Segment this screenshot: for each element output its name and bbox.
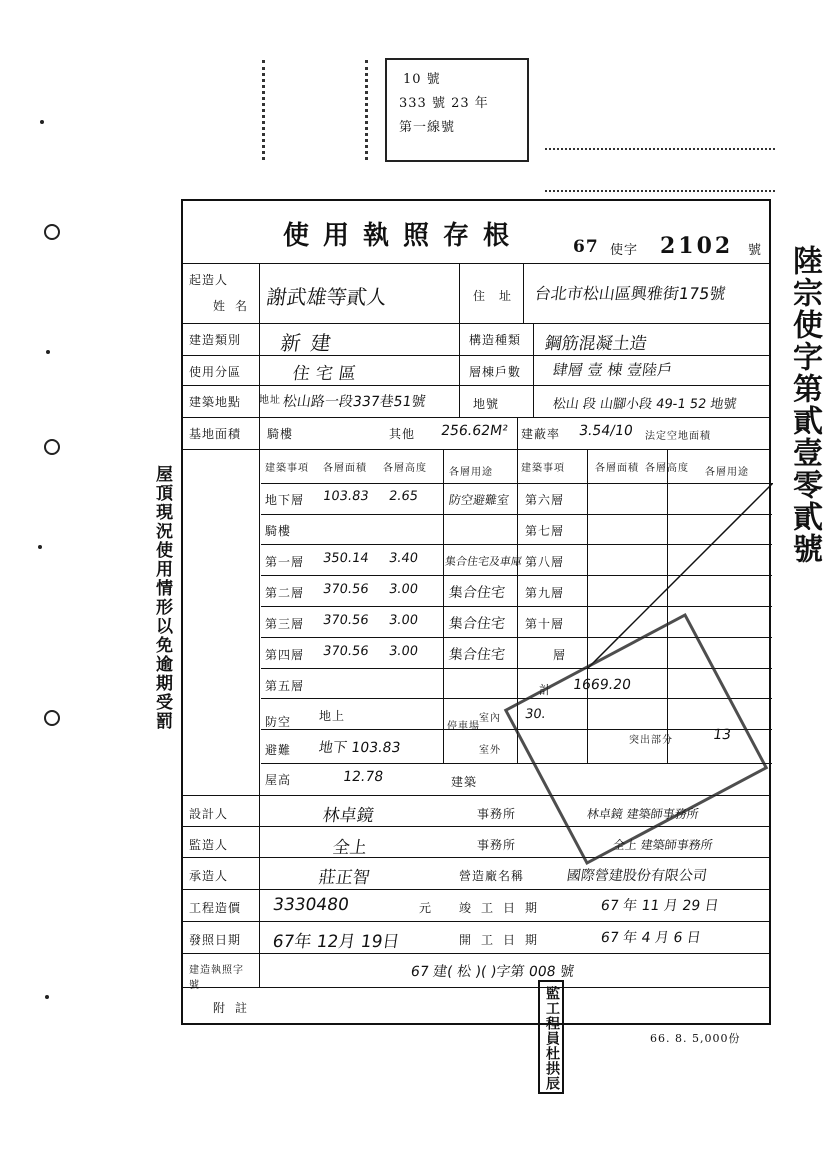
floor-name-right: 層 bbox=[553, 648, 567, 662]
supervisor-name: 全上 bbox=[331, 838, 369, 858]
rule bbox=[183, 323, 769, 324]
complete-label: 竣工日期 bbox=[459, 901, 548, 915]
complete-value: 67 年 11 月 29 日 bbox=[599, 898, 720, 914]
designer-name: 林卓鏡 bbox=[321, 806, 376, 826]
shelter-label: 防空 bbox=[265, 715, 292, 729]
header-right-height: 各層高度 bbox=[645, 463, 689, 474]
header-right-use: 各層用途 bbox=[705, 467, 749, 478]
office-label: 事務所 bbox=[477, 807, 517, 821]
land-value: 松山 段 山腳小段 49-1 52 地號 bbox=[551, 397, 738, 412]
floor-area: 370.56 bbox=[321, 644, 370, 659]
floor-area: 370.56 bbox=[321, 582, 370, 597]
company-value: 國際營建股份有限公司 bbox=[565, 868, 708, 884]
arcade-label: 騎樓 bbox=[267, 427, 294, 441]
permit-label: 建造執照字號 bbox=[189, 965, 244, 991]
issue-value: 67年 12月 19日 bbox=[271, 932, 401, 952]
name-label: 姓名 bbox=[213, 299, 258, 313]
rule bbox=[259, 263, 260, 987]
receipt-stamp-line1: 10 號 bbox=[403, 72, 441, 87]
rule bbox=[183, 953, 769, 954]
contractor-label: 承造人 bbox=[189, 869, 229, 883]
rule bbox=[183, 449, 769, 450]
floor-height: 3.00 bbox=[387, 613, 420, 628]
floor-name: 第三層 bbox=[265, 617, 305, 631]
floor-use: 集合住宅及車庫 bbox=[444, 555, 523, 568]
header-right-item: 建築事項 bbox=[521, 463, 565, 474]
left-side-note: 屋頂現況使用情形以免逾期受罰 bbox=[152, 465, 172, 731]
note-label: 附註 bbox=[213, 1001, 258, 1015]
floor-height: 3.00 bbox=[387, 644, 420, 659]
floor-name-right: 第八層 bbox=[525, 555, 565, 569]
permit-value: 67 建( 松 )( )字第 008 號 bbox=[409, 964, 576, 980]
permit-stub-form bbox=[181, 199, 771, 1025]
rule bbox=[183, 889, 769, 890]
header-left-area: 各層面積 bbox=[323, 463, 367, 474]
rule bbox=[183, 385, 769, 386]
floor-name: 第一層 bbox=[265, 555, 305, 569]
issue-label: 發照日期 bbox=[189, 933, 242, 947]
floor-name: 第四層 bbox=[265, 648, 305, 662]
floor-use: 集合住宅 bbox=[447, 585, 506, 601]
top-right-marks bbox=[545, 148, 775, 192]
rule bbox=[183, 921, 769, 922]
company-label: 營造廠名稱 bbox=[459, 869, 525, 883]
other-value: 256.62M² bbox=[439, 423, 509, 439]
building-label: 建築 bbox=[451, 775, 478, 789]
total-value: 1669.20 bbox=[571, 677, 633, 693]
area-label: 基地面積 bbox=[189, 427, 242, 441]
permit-suffix: 號 bbox=[748, 243, 763, 258]
header-left-use: 各層用途 bbox=[449, 467, 493, 478]
shelter-below: 地下 103.83 bbox=[317, 740, 402, 756]
height-value: 12.78 bbox=[341, 769, 385, 785]
cost-unit: 元 bbox=[419, 901, 433, 915]
cost-label: 工程造價 bbox=[189, 901, 242, 915]
shelter-above: 地上 bbox=[319, 709, 346, 723]
floor-name: 地下層 bbox=[265, 493, 305, 507]
start-value: 67 年 4 月 6 日 bbox=[599, 930, 702, 946]
zone-value: 住宅區 bbox=[291, 364, 364, 384]
contractor-name: 莊正智 bbox=[317, 868, 372, 888]
scan-speck bbox=[38, 545, 42, 549]
floors-value: 肆層 壹 棟 壹陸戶 bbox=[551, 361, 674, 379]
rule bbox=[183, 857, 769, 858]
floor-use: 集合住宅 bbox=[447, 647, 506, 663]
indoor-label: 室內 bbox=[479, 713, 501, 724]
start-label: 開工日期 bbox=[459, 933, 548, 947]
rule bbox=[183, 263, 769, 264]
floor-name-right: 第六層 bbox=[525, 493, 565, 507]
header-right-area: 各層面積 bbox=[595, 463, 639, 474]
floor-use: 集合住宅 bbox=[447, 616, 506, 632]
top-left-marks bbox=[262, 60, 368, 160]
receipt-stamp-line3: 第一線號 bbox=[399, 120, 456, 135]
floor-height: 3.00 bbox=[387, 582, 420, 597]
total-label: 計 bbox=[539, 683, 553, 697]
floor-name: 騎樓 bbox=[265, 524, 292, 538]
address-value: 台北市松山區興雅街175號 bbox=[533, 284, 727, 303]
floor-name-right: 第十層 bbox=[525, 617, 565, 631]
cost-value: 3330480 bbox=[271, 895, 351, 915]
right-side-note: 陸宗使字第貳壹零貳號 bbox=[787, 245, 822, 565]
structure-value: 鋼筋混凝土造 bbox=[543, 334, 649, 354]
projection-value: 13 bbox=[711, 727, 732, 743]
punch-hole bbox=[44, 224, 60, 240]
supervisor-office: 全上 建築師事務所 bbox=[611, 838, 714, 852]
floor-height: 3.40 bbox=[387, 551, 420, 566]
receipt-stamp bbox=[385, 58, 529, 162]
punch-hole bbox=[44, 439, 60, 455]
projection-label: 突出部分 bbox=[629, 735, 673, 746]
rule bbox=[183, 417, 769, 418]
site-label: 建築地點 bbox=[189, 395, 242, 409]
receipt-stamp-line2: 333 號 23 年 bbox=[399, 96, 489, 111]
builder-name: 謝武雄等貳人 bbox=[265, 285, 389, 309]
floor-area: 350.14 bbox=[321, 551, 370, 566]
builder-label: 起造人 bbox=[189, 273, 229, 287]
zone-label: 使用分區 bbox=[189, 365, 242, 379]
floor-area: 103.83 bbox=[321, 489, 370, 504]
permit-number: 2102 bbox=[660, 233, 734, 259]
scan-speck bbox=[40, 120, 44, 124]
rule bbox=[443, 449, 444, 763]
rule bbox=[183, 826, 769, 827]
site-sub-label: 地址 bbox=[259, 395, 281, 406]
permit-year: 67 bbox=[573, 237, 599, 257]
floor-name: 第二層 bbox=[265, 586, 305, 600]
permit-prefix: 使字 bbox=[610, 243, 639, 258]
rule bbox=[183, 987, 769, 988]
coverage-label: 建蔽率 bbox=[521, 427, 561, 441]
structure-label: 構造種類 bbox=[469, 333, 522, 347]
rule bbox=[533, 323, 534, 417]
coverage-value: 3.54/10 bbox=[577, 423, 634, 439]
office-label-2: 事務所 bbox=[477, 838, 517, 852]
punch-hole bbox=[44, 710, 60, 726]
floor-name-right: 第七層 bbox=[525, 524, 565, 538]
rule bbox=[183, 355, 769, 356]
supervisor-label: 監造人 bbox=[189, 838, 229, 852]
build-type-label: 建造類別 bbox=[189, 333, 242, 347]
address-label: 住址 bbox=[473, 289, 526, 303]
open-space-label: 法定空地面積 bbox=[645, 431, 711, 442]
floor-name: 第五層 bbox=[265, 679, 305, 693]
height-label: 屋高 bbox=[265, 773, 292, 787]
floor-use: 防空避難室 bbox=[447, 493, 510, 507]
floor-name-right: 第九層 bbox=[525, 586, 565, 600]
rule bbox=[459, 263, 460, 323]
rule bbox=[459, 323, 460, 417]
inspector-stamp-text: 監工程員杜拱辰 bbox=[544, 986, 560, 1091]
parking-label: 停車場 bbox=[447, 721, 480, 732]
designer-label: 設計人 bbox=[189, 807, 229, 821]
evac-label: 避難 bbox=[265, 743, 292, 757]
build-type-value: 新建 bbox=[279, 331, 343, 355]
indoor-value: 30. bbox=[523, 707, 547, 722]
floor-height: 2.65 bbox=[387, 489, 420, 504]
floor-area: 370.56 bbox=[321, 613, 370, 628]
other-label: 其他 bbox=[389, 427, 416, 441]
header-left-item: 建築事項 bbox=[265, 463, 309, 474]
scan-speck bbox=[46, 350, 50, 354]
site-value: 松山路一段337巷51號 bbox=[281, 394, 427, 410]
floors-label: 層棟戶數 bbox=[469, 365, 522, 379]
office-value: 林卓鏡 建築師事務所 bbox=[585, 807, 700, 821]
form-title: 使用執照存根 bbox=[283, 221, 524, 251]
inspector-stamp bbox=[538, 980, 564, 1094]
print-info: 66. 8. 5,000份 bbox=[650, 1032, 741, 1045]
land-label: 地號 bbox=[473, 397, 500, 411]
header-left-height: 各層高度 bbox=[383, 463, 427, 474]
outdoor-label: 室外 bbox=[479, 745, 501, 756]
scan-speck bbox=[45, 995, 49, 999]
